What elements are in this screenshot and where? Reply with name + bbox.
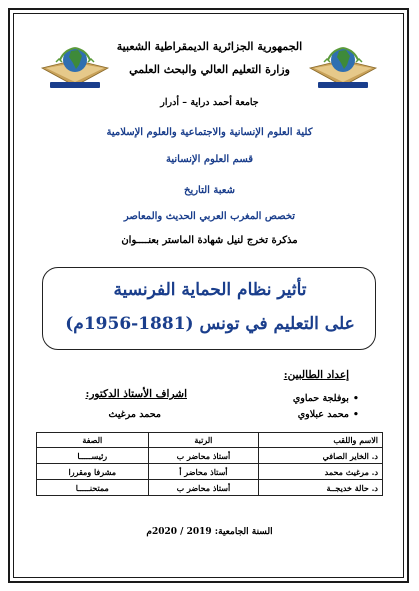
member-role: ممتحنـــــا (37, 480, 149, 496)
table-row (37, 448, 383, 464)
thesis-title-line-2: على التعليم في تونس (1881-1956م) (65, 314, 355, 334)
committee-header-row (37, 433, 383, 448)
member-name: د. حالة خديجــة (259, 480, 383, 496)
department-name: قسم العلوم الإنسانية (165, 154, 254, 165)
bullet-icon: • (352, 409, 359, 420)
committee-table (36, 432, 383, 496)
column-header: الرتبة (148, 433, 259, 448)
table-row (37, 464, 383, 480)
republic-name: الجمهورية الجزائرية الديمقراطية الشعبية (116, 40, 303, 53)
student-name (298, 409, 359, 420)
member-rank: أستاذ محاضر أ (148, 464, 259, 480)
faculty-name: كلية العلوم الإنسانية والاجتماعية والعلوم الإسلامية (106, 127, 313, 138)
column-header: الصفة (37, 433, 149, 448)
ministry-name: وزارة التعليم العالي والبحث العلمي (129, 63, 290, 76)
member-name: د. مرغيث محمد (259, 464, 383, 480)
column-header: الاسم واللقب (259, 433, 383, 448)
member-role: مشرفا ومقررا (37, 464, 149, 480)
supervisor-label: اشراف الأستاذ الدكتور: (85, 388, 187, 400)
thesis-title-line-1: تأثير نظام الحماية الفرنسية (113, 280, 307, 300)
academic-year: السنة الجامعية: 2019 / 2020م (146, 527, 273, 537)
member-role: رئيســـــا (37, 448, 149, 464)
supervisor-name: محمد مرغيث (108, 409, 161, 420)
member-name: د. الخاير الصافي (259, 448, 383, 464)
member-rank: أستاذ محاضر ب (148, 448, 259, 464)
thesis-title-box (42, 267, 376, 350)
students-label: إعداد الطالبين: (283, 369, 349, 381)
table-row (37, 480, 383, 496)
student-name-text: محمد عبلاوي (297, 409, 349, 420)
bullet-icon: • (352, 393, 359, 404)
memo-subtitle: مذكرة تخرج لنيل شهادة الماستر بعنــــوان (121, 235, 298, 246)
member-rank: أستاذ محاضر ب (148, 480, 259, 496)
university-name: جامعة أحمد دراية – أدرار (160, 97, 259, 108)
branch-name: شعبة التاريخ (183, 185, 236, 196)
specialty-name: تخصص المغرب العربي الحديث والمعاصر (123, 211, 296, 222)
student-name-text: بوفلجة حماوي (292, 393, 349, 404)
student-name (293, 393, 359, 404)
